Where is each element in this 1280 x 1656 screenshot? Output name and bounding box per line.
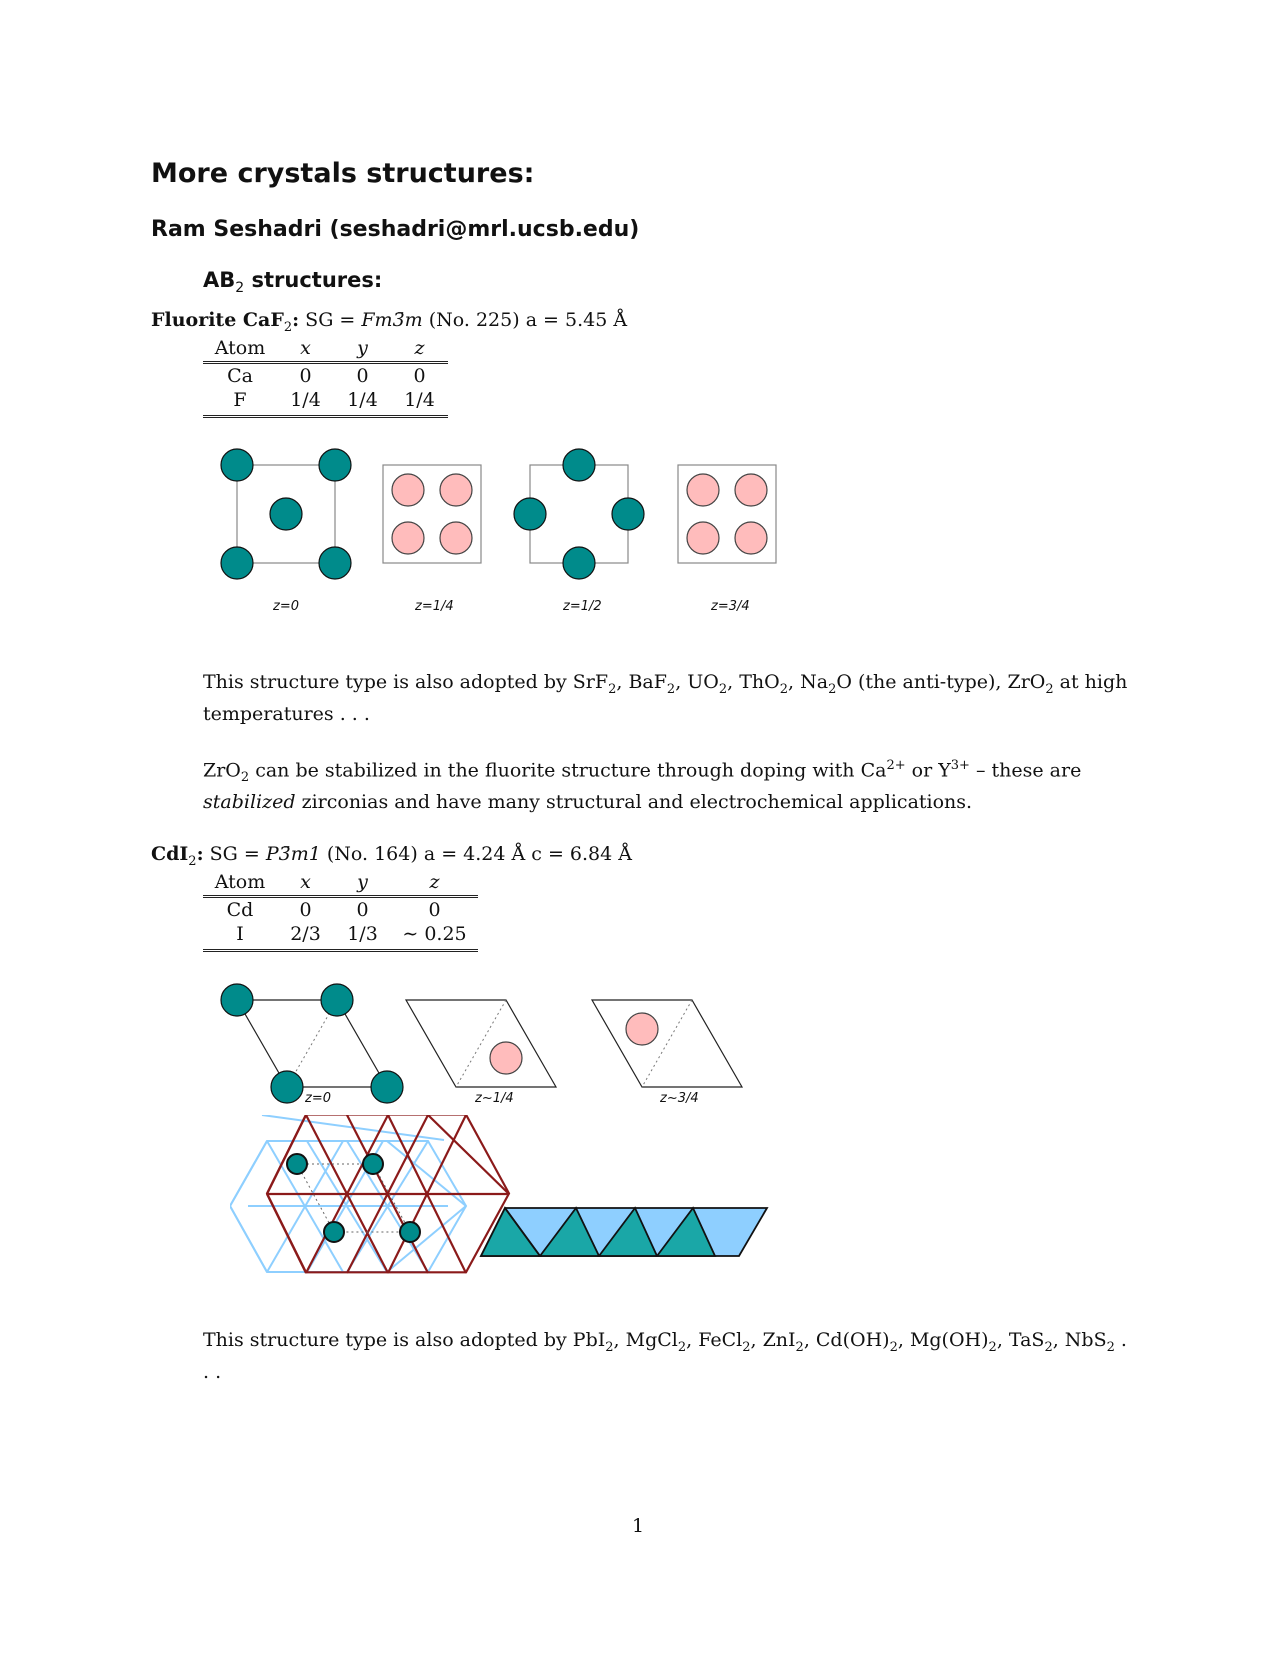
section-heading: $AB_2$ structures: [203,268,383,297]
table-cell: 0 [413,365,426,387]
table-cell: 0 [356,365,369,387]
ca-atom [221,449,253,481]
table-cell: 0 [428,899,441,921]
fluorite-layers-diagram [200,440,800,620]
f-atom [735,474,767,506]
octahedra-strip [481,1208,767,1256]
table-header: y [357,337,368,359]
cd-atom [363,1154,383,1174]
table-cell: I [203,922,277,951]
cd-atom [221,984,253,1016]
cdi2-layer-network-diagram [230,1115,790,1285]
layer-z0 [221,449,351,614]
page-title: More crystals structures: [151,158,535,189]
ca-atom [563,449,595,481]
table-row [203,363,448,389]
layer-label: z=1/2 [563,599,602,614]
table-cell: Ca [227,365,253,387]
table-cell: 0 [299,899,312,921]
cd-atom [324,1222,344,1242]
cd-atom [371,1071,403,1103]
ca-atom [270,498,302,530]
table-header: z [414,337,425,359]
cd-atom [400,1222,420,1242]
layer-label: z~3/4 [660,1091,699,1106]
table-cell: 1/4 [334,388,391,417]
table-header: z [429,871,440,893]
f-atom [440,522,472,554]
layer-label: z=0 [273,599,299,614]
ca-atom [221,547,253,579]
layer-z1-4 [406,1000,556,1106]
layer-z1-4 [383,465,481,614]
table-header: Atom [214,337,266,359]
table-row [203,388,448,417]
table-cell: 2/3 [277,922,334,951]
table-header: x [300,871,311,893]
dark-triangle-grid [267,1115,509,1273]
layer-label: z=3/4 [711,599,750,614]
table-header: y [357,871,368,893]
fluorite-paragraph-1: This structure type is also adopted by SrF$_2$, BaF$_2$, $UO_2$, ThO$_2$, $Na_2O$ (the anti-type), ZrO$_2$ at high temperatures . . . [203,671,1128,725]
layer-z3-4 [678,465,776,614]
table-cell: Cd [226,899,254,921]
table-cell: 1/4 [277,388,334,417]
layer-z0 [221,984,403,1106]
table-header: x [300,337,311,359]
f-atom [392,474,424,506]
i-atom [490,1042,522,1074]
cd-atom [321,984,353,1016]
i-atom [626,1013,658,1045]
fluorite-paragraph-2: ZrO$_2$ can be stabilized in the fluorite structure through doping with $Ca^{2+}$ or $Y^{3+}$ – these are stabilized zirconias and have many structural and electrochemical applications. [203,758,1082,814]
f-atom [735,522,767,554]
cd-atom [287,1154,307,1174]
ca-atom [563,547,595,579]
table-header: Atom [214,871,266,893]
cdi2-header: CdI$_2$: SG = P3̄m1 (No. 164) a = 4.24 Å c = 6.84 Å [151,843,632,869]
author-line: Ram Seshadri (seshadri@mrl.ucsb.edu) [151,217,640,242]
ca-atom [514,498,546,530]
ca-atom [319,449,351,481]
f-atom [440,474,472,506]
layer-z3-4 [592,1000,742,1106]
cd-atom [271,1071,303,1103]
cdi2-layers-diagram [200,975,760,1115]
layer-label: z=1/4 [415,599,454,614]
table-row [203,922,478,951]
table-cell: 1/4 [391,388,448,417]
layer-z1-2 [514,449,644,614]
table-row [203,897,478,923]
page-number: 1 [632,1515,645,1537]
cdi2-paragraph: This structure type is also adopted by PbI$_2$, MgCl$_2$, FeCl$_2$, ZnI$_2$, $Cd(OH)_2$, $Mg(OH)_2$, TaS$_2$, NbS$_2$ . . . [203,1329,1127,1383]
table-cell: 0 [299,365,312,387]
cdi2-atom-table [203,869,478,952]
table-cell: 0 [356,899,369,921]
ca-atom [612,498,644,530]
table-cell: ∼ 0.25 [391,922,478,951]
table-cell: 1/3 [334,922,391,951]
f-atom [392,522,424,554]
f-atom [687,474,719,506]
fluorite-atom-table [203,335,448,418]
fluorite-header: Fluorite CaF$_2$: SG = Fm3̄m (No. 225) a = 5.45 Å [151,309,628,335]
layer-label: z=0 [305,1091,331,1106]
f-atom [687,522,719,554]
layer-label: z~1/4 [475,1091,514,1106]
ca-atom [319,547,351,579]
table-cell: F [203,388,277,417]
